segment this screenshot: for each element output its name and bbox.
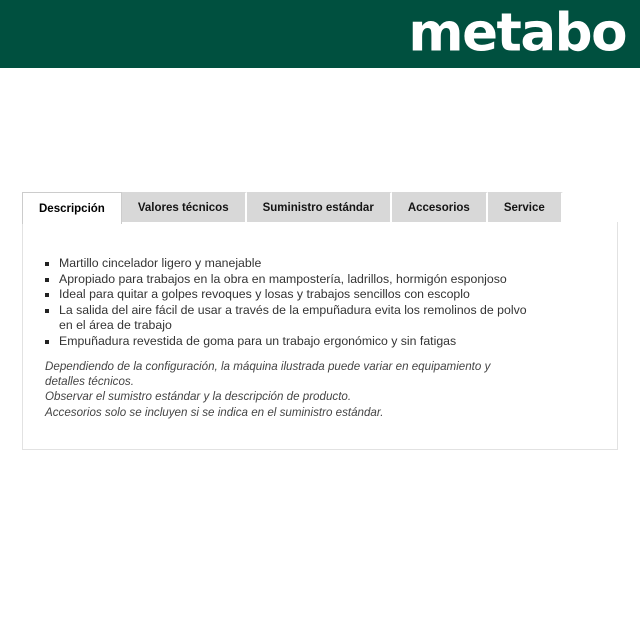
site-header: [0, 0, 640, 68]
product-tabs: [22, 192, 618, 223]
list-item: La salida del aire fácil de usar a través de la empuñadura evita los remolinos de polvo en el área de trabajo: [45, 303, 529, 334]
list-item: Apropiado para trabajos en la obra en mampostería, ladrillos, hormigón esponjoso: [45, 272, 529, 288]
disclaimer-notes: [45, 359, 617, 421]
tab-label: Valores técnicos: [137, 202, 229, 214]
note-configuration: Dependiendo de la configuración, la máquina ilustrada puede variar en equipamiento y detalles técnicos.: [45, 359, 491, 388]
tab-accesorios[interactable]: [392, 192, 488, 223]
tab-descripcion[interactable]: [22, 192, 122, 224]
tab-label: Service: [503, 202, 545, 214]
list-item: Ideal para quitar a golpes revoques y losas y trabajos sencillos con escoplo: [45, 287, 529, 303]
list-item: Empuñadura revestida de goma para un trabajo ergonómico y sin fatigas: [45, 334, 529, 350]
tab-label: Accesorios: [407, 202, 470, 214]
metabo-logo[interactable]: metabo: [408, 2, 626, 64]
tab-suministro-estandar[interactable]: [247, 192, 392, 223]
note-observe-supply: Observar el sumistro estándar y la descripción de producto.: [45, 390, 352, 404]
note-accessories: Accesorios solo se incluyen si se indica en el suministro estándar.: [45, 405, 384, 419]
tab-label: Descripción: [39, 202, 105, 215]
descripcion-panel: [22, 222, 618, 450]
tab-valores-tecnicos[interactable]: [122, 192, 247, 223]
list-item: Martillo cincelador ligero y manejable: [45, 256, 529, 272]
tab-label: Suministro estándar: [262, 202, 374, 214]
feature-list: [23, 222, 617, 350]
tab-service[interactable]: [488, 192, 563, 223]
tab-list: [22, 192, 618, 223]
